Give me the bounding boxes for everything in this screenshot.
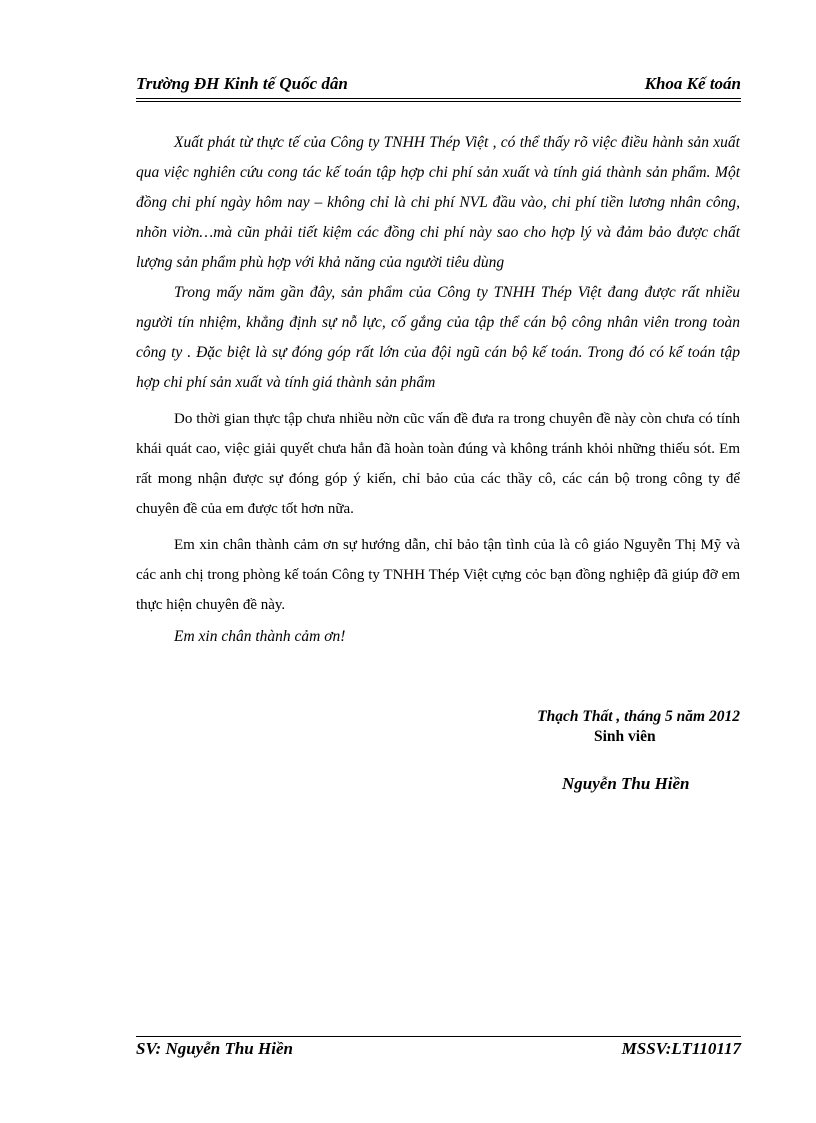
paragraph-thanks: Em xin chân thành cảm ơn! (174, 628, 346, 645)
paragraph-company: Trong mấy năm gần đây, sản phẩm của Công ty TNHH Thép Việt đang được rất nhiều người tín nhiệm, khẳng định sự nỗ lực, cố gắng của tập thể cán bộ công nhân viên trong toàn công ty . Đặc biệt là sự đóng góp rất lớn của đội ngũ cán bộ kế toán. Trong đó có kế toán tập hợp chi phí sản xuất và tính giá thành sản phẩm (136, 284, 740, 391)
signature-date: Thạch Thất , tháng 5 năm 2012 (537, 708, 740, 725)
document-body (136, 128, 740, 646)
page-footer (136, 1036, 741, 1059)
signature-role: Sinh viên (594, 728, 656, 745)
student-name: SV: Nguyễn Thu Hiền (136, 1039, 293, 1058)
faculty-name: Khoa Kế toán (644, 74, 741, 93)
paragraph-limitations: Do thời gian thực tập chưa nhiều nờn cũc vấn đề đưa ra trong chuyên đề này còn chưa có tính khái quát cao, việc giải quyết chưa hẳn đã hoàn toàn đúng và không tránh khỏi những thiếu sót. Em rất mong nhận được sự đóng góp ý kiến, chỉ bảo của các thầy cô, các cán bộ trong công ty để chuyên đề của em được tốt hơn nữa. (136, 411, 740, 517)
paragraph-acknowledgement: Em xin chân thành cảm ơn sự hướng dẫn, chỉ bảo tận tình của là cô giáo Nguyễn Thị Mỹ và các anh chị trong phòng kế toán Công ty TNHH Thép Việt cựng cỏc bạn đồng nghiệp đã giúp đỡ em thực hiện chuyên đề này. (136, 537, 740, 613)
paragraph-intro: Xuất phát từ thực tế của Công ty TNHH Thép Việt , có thể thấy rõ việc điều hành sản xuất qua việc nghiên cứu cong tác kế toán tập hợp chi phí sản xuất và tính giá thành sản phẩm. Một đồng chi phí ngày hôm nay – không chỉ là chi phí NVL đầu vào, chi phí tiền lương nhân công, nhõn viờn…mà cũn phải tiết kiệm các đồng chi phí này sao cho hợp lý và đảm bảo được chất lượng sản phẩm phù hợp với khả năng của người tiêu dùng (136, 134, 740, 271)
student-id: MSSV:LT110117 (621, 1039, 741, 1058)
page-header (136, 74, 741, 99)
university-name: Trường ĐH Kinh tế Quốc dân (136, 74, 348, 93)
signature-name: Nguyễn Thu Hiền (562, 774, 690, 793)
signature-block (490, 708, 750, 794)
